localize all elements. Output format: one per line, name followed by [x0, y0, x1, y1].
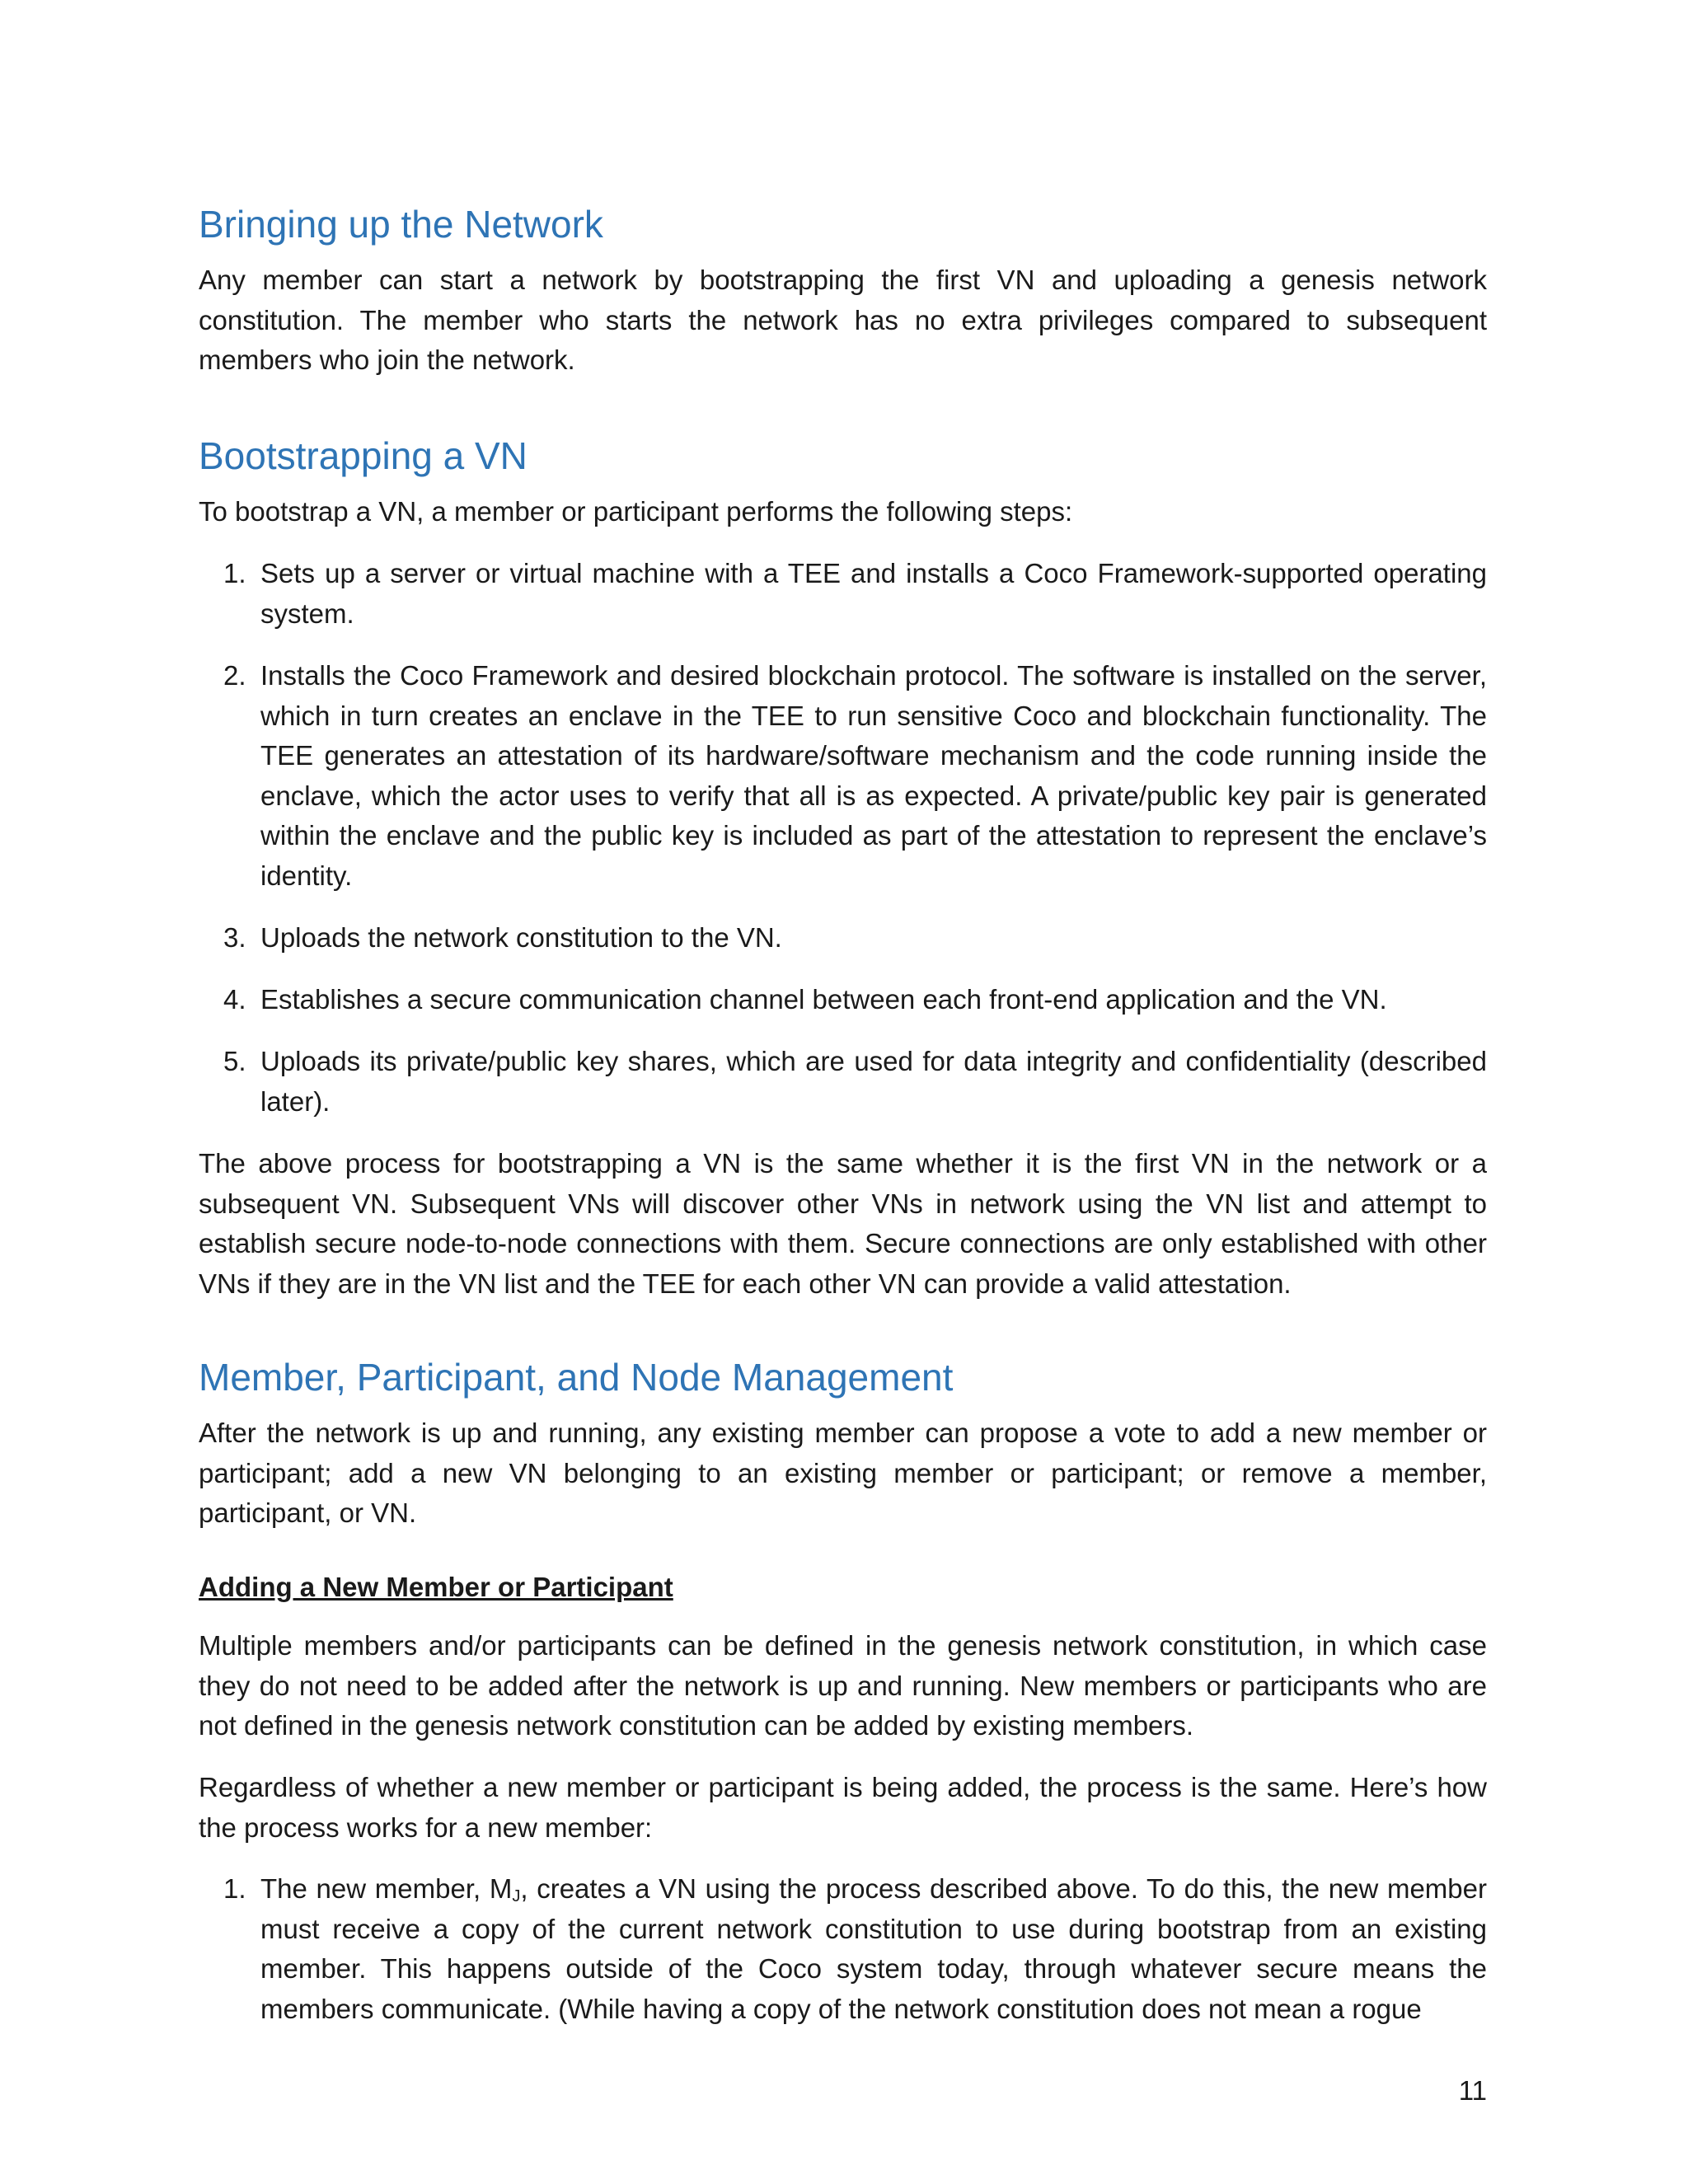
paragraph-process: Regardless of whether a new member or participant is being added, the process is the same. Here’s how the process works for a new member:: [199, 1772, 1487, 1843]
list-item-text: [260, 1869, 1487, 2029]
list-item: [199, 656, 1487, 896]
paragraph-network-intro: Any member can start a network by bootstrapping the first VN and uploading a genesis network constitution. The member who starts the network has no extra privileges compared to subsequent members who join the network.: [199, 265, 1487, 375]
list-item-text-rest: , creates a VN using the process described above. To do this, the new member must receive a copy of the current network constitution to use during bootstrap from an existing member. This happens outside of the Coco system today, through whatever secure means the members communicate. (While having a copy of the network constitution does not mean a rogue: [260, 1873, 1487, 2024]
section-heading-management: Member, Participant, and Node Management: [199, 1356, 954, 1399]
paragraph-adding-member: Multiple members and/or participants can be defined in the genesis network constitution, in which case they do not need to be added after the network is up and running. New members or participants who are not defined in the genesis network constitution can be added by existing members.: [199, 1630, 1487, 1741]
subheading-adding-member: Adding a New Member or Participant: [199, 1572, 673, 1602]
section-heading-network: Bringing up the Network: [199, 203, 603, 246]
list-item-text: Uploads its private/public key shares, which are used for data integrity and confidentiality (described later).: [260, 1046, 1487, 1117]
list-number: 5.: [223, 1046, 246, 1076]
list-item-text: Installs the Coco Framework and desired blockchain protocol. The software is installed on the server, which in turn creates an enclave in the TEE to run sensitive Coco and blockchain functionality. The TEE generates an attestation of its hardware/software mechanism and the code running inside the enclave, which the actor uses to verify that all is as expected. A private/public key pair is generated within the enclave and the public key is included as part of the attestation to represent the enclave’s identity.: [260, 660, 1487, 891]
paragraph-bootstrap-intro: To bootstrap a VN, a member or participant performs the following steps:: [199, 496, 1073, 527]
list-number: 3.: [223, 922, 246, 953]
list-item: [199, 918, 1487, 958]
list-item: [199, 980, 1487, 1020]
list-item-text-start: The new member, M: [260, 1873, 513, 1904]
list-item-text: Uploads the network constitution to the VN.: [260, 922, 782, 953]
page-number: 11: [1458, 2075, 1487, 2106]
list-item: [199, 1042, 1487, 1122]
section-heading-bootstrapping: Bootstrapping a VN: [199, 434, 528, 477]
list-number: 1.: [223, 1873, 246, 1904]
list-number: 4.: [223, 984, 246, 1015]
list-item-text: Establishes a secure communication channel between each front-end application and the VN.: [260, 984, 1387, 1015]
list-number: 1.: [223, 558, 246, 588]
paragraph-bootstrap-outro: The above process for bootstrapping a VN is the same whether it is the first VN in the network or a subsequent VN. Subsequent VNs will discover other VNs in network using the VN list and attempt to establish secure node-to-node connections with them. Secure connections are only established with other VNs if they are in the VN list and the TEE for each other VN can provide a valid attestation.: [199, 1148, 1487, 1299]
subscript-j: J: [512, 1887, 521, 1905]
list-item: [199, 1869, 1487, 2029]
paragraph-management-intro: After the network is up and running, any existing member can propose a vote to add a new member or participant; add a new VN belonging to an existing member or participant; or remove a member, participant, or VN.: [199, 1418, 1487, 1528]
list-number: 2.: [223, 660, 246, 691]
list-item: [199, 554, 1487, 634]
list-item-text: Sets up a server or virtual machine with a TEE and installs a Coco Framework-supported operating system.: [260, 558, 1487, 629]
